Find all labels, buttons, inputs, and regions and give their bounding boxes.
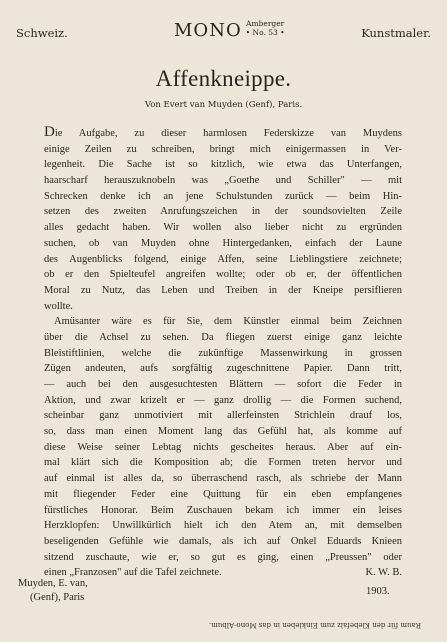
body-line: alles gedacht haben. Wir wollen also lieber nicht zu ergründen [44,222,402,234]
body-line: auf einmal ist alles da, so überraschend rasch, als schriebe der Mann [44,473,402,485]
body-line: Bleistiftlinien, welche die zukünftige Massenwirkung in grossen [44,347,402,359]
body-line: mit fliegender Feder eine Quittung für ein eben empfangenes [44,488,402,500]
body-line: so, dass man einen Moment lang das Gefühl hat, als komme auf [44,426,402,438]
body-line: Aktion, und zwar krizelt er — ganz drollig — die Formen suchend, [44,394,402,406]
stamp-line-1: Amberger [246,19,285,28]
body-line-final [44,565,402,581]
body-line: haarscharf herauszuknobeln was „Goethe und Schiller" — mit [44,175,402,187]
brand-name: MONO [174,20,242,41]
body-line: einige Zeilen zu schreiben, bringt mich einigermassen in Ver- [44,143,402,155]
body-line: beseligenden Gefühle wie damals, als ich auf Onkel Eduards Knieen [44,535,402,547]
body-line-text: einen „Franzosen" auf die Tafel zeichnete. [44,567,222,579]
article-byline: Von Evert van Muyden (Genf), Paris. [144,100,303,110]
drop-cap: D [44,124,55,140]
profession-label: Kunstmaler. [361,26,431,40]
body-line: legenheit. Die Sache ist so kitzlich, wie etwa das Unterfangen, [44,159,402,171]
body-line: suchen, ob van Muyden ohne Hintergedanken, einfach der Laune [44,237,402,249]
body-line: mal klärt sich die Komposition ab; die Formen treten hervor und [44,457,402,469]
body-line [44,126,402,142]
body-line: ob er den Spielteufel angreifen wollte; oder ob er, der öffentlichen [44,269,402,281]
author-signature: K. W. B. [365,567,402,579]
body-line: Amüsanter wäre es für Sie, dem Künstler einmal beim Zeichnen [54,316,402,328]
body-line: scheinbar ganz unmotiviert mit allerfeinsten Strichlein drauf los, [44,410,402,422]
body-line: setzen des zweiten Anrufungszeichen in der soundsovielten Zeile [44,206,402,218]
artist-location: (Genf), Paris [30,592,85,603]
stamp-line-2: • No. 53 • [245,28,285,37]
body-line-text: ie Aufgabe, zu dieser harmlosen Federskizze van Muydens [54,128,402,139]
artist-name: Muyden, E. van, [18,578,88,589]
brand-block [174,18,285,41]
series-stamp [246,19,285,37]
body-line: Zügen andeuten, aufs sorgfältig zugeschnittene Papier. Dann tritt, [44,363,402,375]
article-body [44,126,402,581]
card-header [16,18,431,46]
body-line: fürstliches Honorar. Beim Zuschauen bekam ich immer ein leises [44,504,402,516]
body-line: — auch bei den ausgesuchtesten Blättern — sofort die Feder in [44,379,402,390]
body-line: des Augenblicks folgend, einige Affen, seine Lieblingstiere zeichnete; [44,253,402,265]
album-mount-note: Raum für den Klebefalz zum Einkleben in das Mono-Album. [208,621,422,629]
body-line: diese Weise seiner Lebtag nichts gescheites heraus. Aber auf ein- [44,441,402,453]
country-label: Schweiz. [16,26,68,40]
issue-year: 1903. [366,586,390,597]
body-line: über die Achsel zu sehen. Da fliegen zuerst einige ganz leichte [44,331,402,343]
article-title: Affenkneippe. [155,66,292,91]
body-line: Schrecken denke ich an jene Schulstunden zurück — beim Hin- [44,190,402,202]
body-line: Herzklopfen: Unwillkürlich hielt ich den Atem an, mit demselben [44,520,402,532]
body-line: sitzend zuschaute, wie er, so gut es ging, einen „Preussen" oder [44,551,402,563]
body-line: Moral zu Nutz, das Leben und Treiben in der Kneipe persiflieren [44,284,402,296]
artist-credit [18,577,88,605]
body-line: wollte. [44,300,73,312]
